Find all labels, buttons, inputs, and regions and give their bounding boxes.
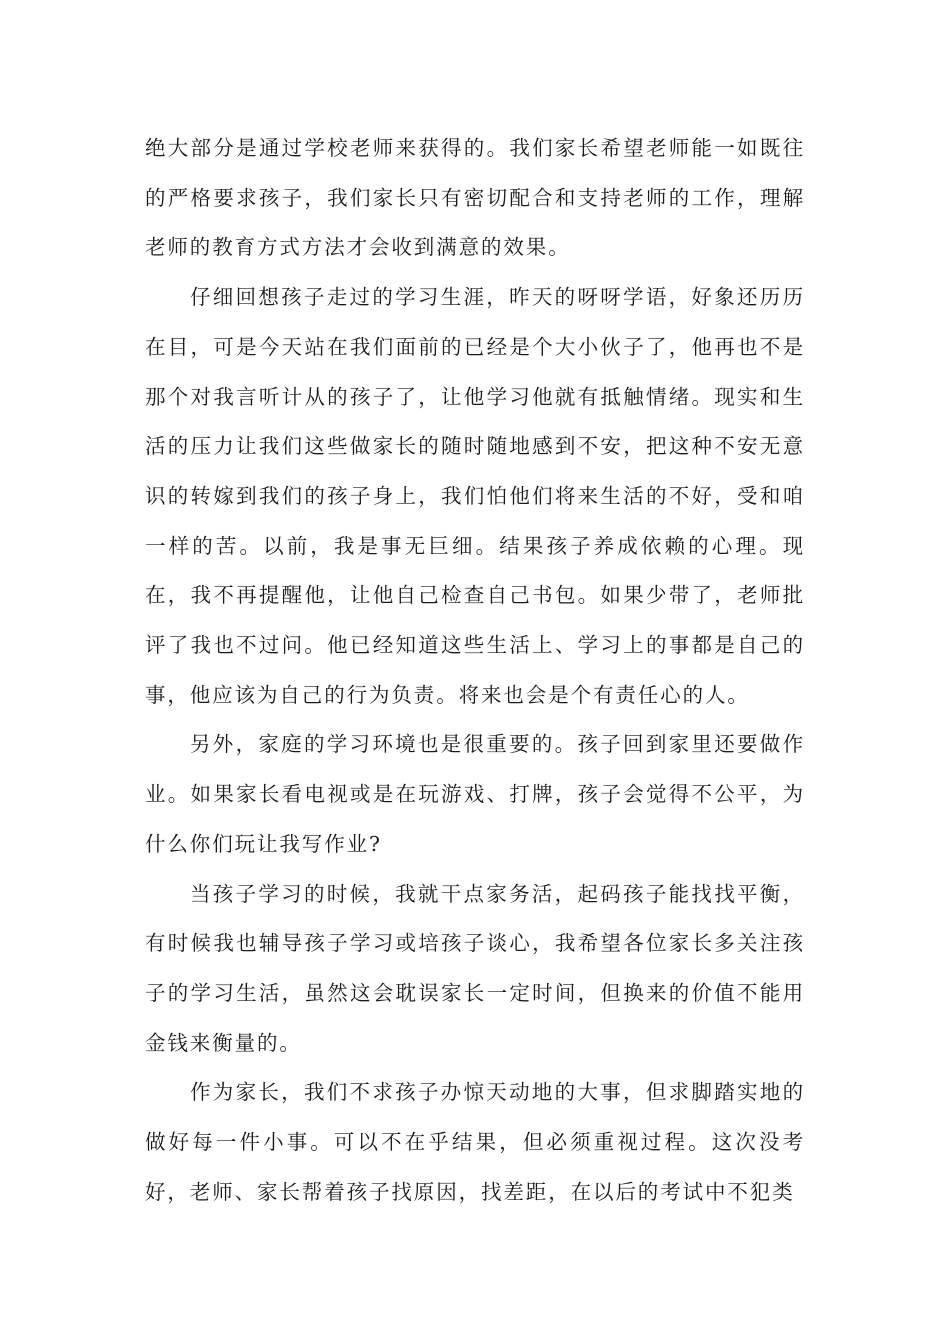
paragraph-continuation: 绝大部分是通过学校老师来获得的。我们家长希望老师能一如既往的严格要求孩子，我们家长只有密切配合和支持老师的工作，理解老师的教育方式方法才会收到满意的效果。 [145,136,805,260]
paragraph-home-environment: 另外，家庭的学习环境也是很重要的。孩子回到家里还要做作业。如果家长看电视或是在玩游戏、打牌，孩子会觉得不公平，为什么你们玩让我写作业? [145,732,805,856]
document-body [145,124,805,1217]
paragraph-as-parents: 作为家长，我们不求孩子办惊天动地的大事，但求脚踏实地的做好每一件小事。可以不在乎结果，但必须重视过程。这次没考好，老师、家长帮着孩子找原因，找差距，在以后的考试中不犯类 [145,1080,805,1204]
paragraph-reflection: 仔细回想孩子走过的学习生涯，昨天的呀呀学语，好象还历历在目，可是今天站在我们面前的已经是个大小伙子了，他再也不是那个对我言听计从的孩子了，让他学习他就有抵触情绪。现实和生活的压力让我们这些做家长的随时随地感到不安，把这种不安无意识的转嫁到我们的孩子身上，我们怕他们将来生活的不好，受和咱一样的苦。以前，我是事无巨细。结果孩子养成依赖的心理。现在，我不再提醒他，让他自己检查自己书包。如果少带了，老师批评了我也不过问。他已经知道这些生活上、学习上的事都是自己的事，他应该为自己的行为负责。将来也会是个有责任心的人。 [145,285,805,707]
paragraph-housework: 当孩子学习的时候，我就干点家务活，起码孩子能找找平衡，有时候我也辅导孩子学习或培孩子谈心，我希望各位家长多关注孩子的学习生活，虽然这会耽误家长一定时间，但换来的价值不能用金钱来衡量的。 [145,881,805,1055]
